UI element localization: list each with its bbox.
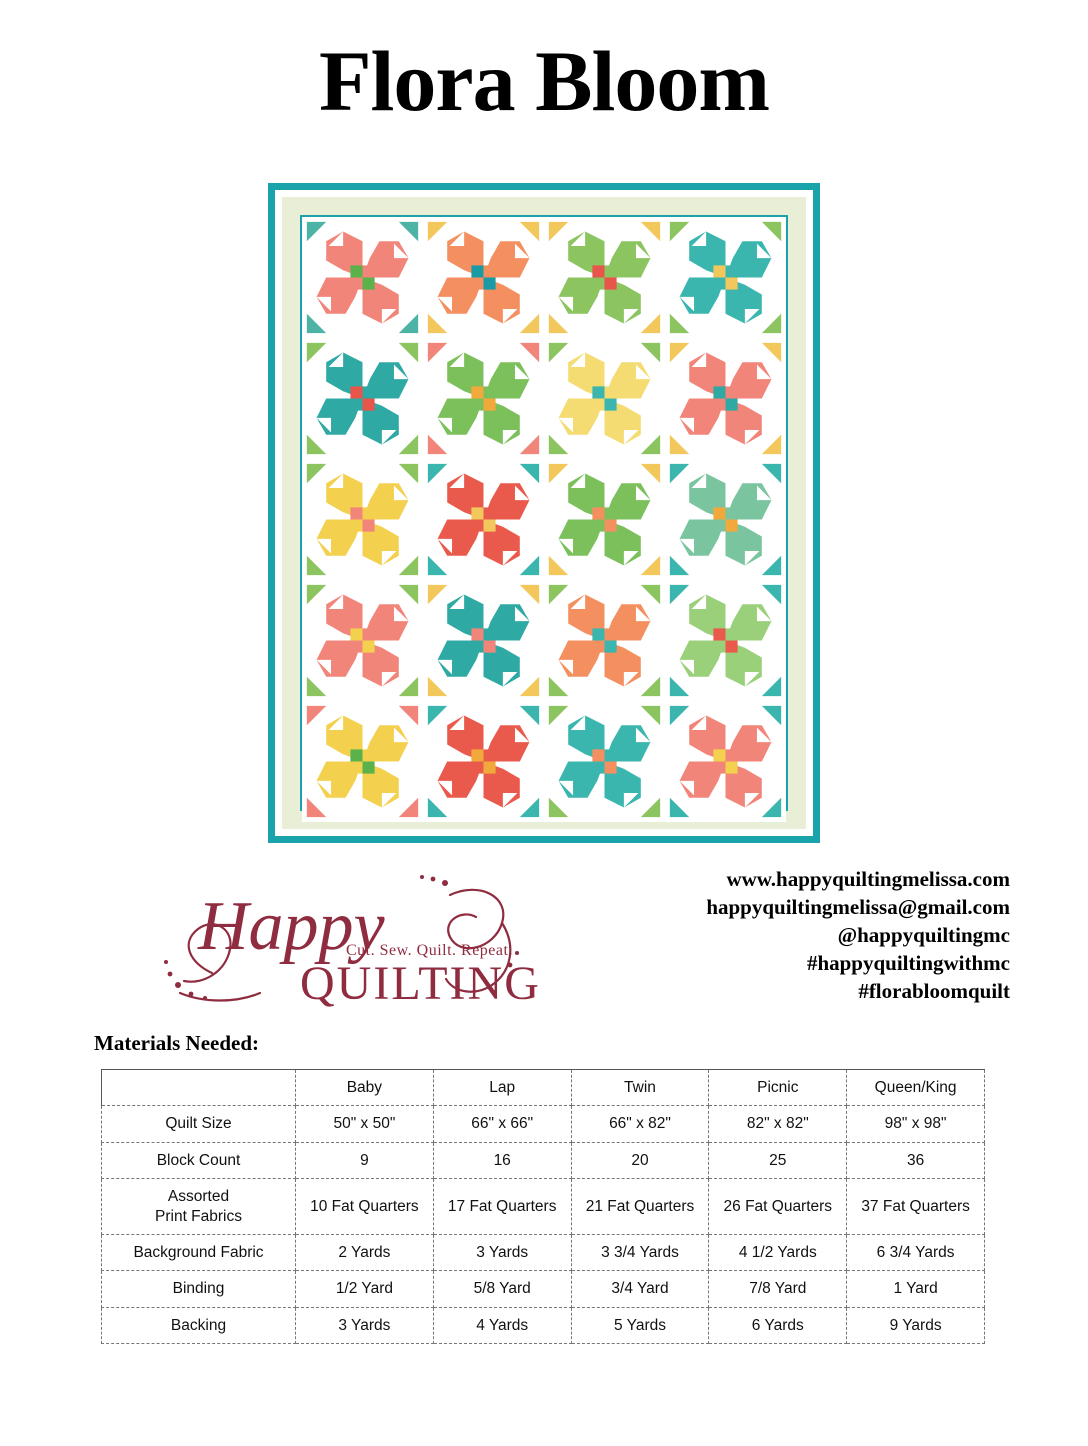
table-cell: 4 Yards [433,1307,571,1343]
row-label: Assorted Print Fabrics [102,1179,296,1235]
row-label: Block Count [102,1142,296,1178]
contact-hashtag-primary[interactable]: #happyquiltingwithmc [806,950,1010,975]
table-cell: 5 Yards [571,1307,709,1343]
document-page [0,33,1088,1446]
quilt-illustration [268,183,820,843]
quilt-block [544,459,665,580]
contact-email[interactable]: happyquiltingmelissa@gmail.com [706,894,1010,919]
table-cell: 50" x 50" [296,1106,434,1142]
table-cell: 4 1/2 Yards [709,1234,847,1270]
quilt-block [544,338,665,459]
quilt-block-grid [300,215,788,811]
row-label: Binding [102,1271,296,1307]
quilt-block [302,217,423,338]
row-label: Backing [102,1307,296,1343]
table-row [102,1106,985,1142]
table-cell: 1/2 Yard [296,1271,434,1307]
table-row [102,1234,985,1270]
table-cell: 82" x 82" [709,1106,847,1142]
logo-word-quilting: QUILTING [300,957,541,1010]
quilt-block [665,580,786,701]
table-cell: 1 Yard [847,1271,985,1307]
table-cell: 10 Fat Quarters [296,1179,434,1235]
quilt-block [423,217,544,338]
table-header-twin: Twin [571,1070,709,1106]
table-cell: 3 3/4 Yards [571,1234,709,1270]
table-header-queen-king: Queen/King [847,1070,985,1106]
table-cell: 9 Yards [847,1307,985,1343]
table-header-picnic: Picnic [709,1070,847,1106]
quilt-block [665,459,786,580]
quilt-block [544,580,665,701]
table-cell: 9 [296,1142,434,1178]
quilt-block [302,580,423,701]
table-cell: 3 Yards [433,1234,571,1270]
materials-table [101,1069,985,1344]
table-row [102,1142,985,1178]
table-cell: 66" x 82" [571,1106,709,1142]
row-label: Quilt Size [102,1106,296,1142]
table-cell: 21 Fat Quarters [571,1179,709,1235]
table-cell: 17 Fat Quarters [433,1179,571,1235]
table-header-corner [102,1070,296,1106]
table-cell: 3/4 Yard [571,1271,709,1307]
quilt-block [302,338,423,459]
table-cell: 16 [433,1142,571,1178]
table-cell: 25 [709,1142,847,1178]
contact-hashtag-quilt[interactable]: #florabloomquilt [858,978,1010,1003]
quilt-block [302,459,423,580]
logo-word-happy: Happy [198,888,385,965]
table-cell: 7/8 Yard [709,1271,847,1307]
quilt-block [665,701,786,822]
quilt-block [423,580,544,701]
happy-quilting-logo [150,853,570,1018]
quilt-block [423,701,544,822]
quilt-block [544,701,665,822]
row-label: Background Fabric [102,1234,296,1270]
quilt-block [665,217,786,338]
table-cell: 26 Fat Quarters [709,1179,847,1235]
quilt-block [544,217,665,338]
table-header-row [102,1070,985,1106]
table-row [102,1179,985,1235]
table-cell: 98" x 98" [847,1106,985,1142]
table-cell: 3 Yards [296,1307,434,1343]
quilt-block [665,338,786,459]
table-cell: 6 Yards [709,1307,847,1343]
table-cell: 66" x 66" [433,1106,571,1142]
table-cell: 2 Yards [296,1234,434,1270]
logo-tagline: Cut. Sew. Quilt. Repeat. [346,942,513,959]
quilt-block [302,701,423,822]
table-cell: 36 [847,1142,985,1178]
quilt-block [423,459,544,580]
table-header-baby: Baby [296,1070,434,1106]
table-row [102,1271,985,1307]
table-header-lap: Lap [433,1070,571,1106]
quilt-block [423,338,544,459]
contact-info [706,866,1010,1006]
table-cell: 37 Fat Quarters [847,1179,985,1235]
table-cell: 6 3/4 Yards [847,1234,985,1270]
page-title: Flora Bloom [319,33,769,129]
table-cell: 20 [571,1142,709,1178]
quilt-binding [268,183,820,843]
table-row [102,1307,985,1343]
contact-instagram[interactable]: @happyquiltingmc [837,922,1010,947]
materials-heading: Materials Needed: [94,1031,260,1055]
contact-website[interactable]: www.happyquiltingmelissa.com [726,867,1010,891]
table-cell: 5/8 Yard [433,1271,571,1307]
